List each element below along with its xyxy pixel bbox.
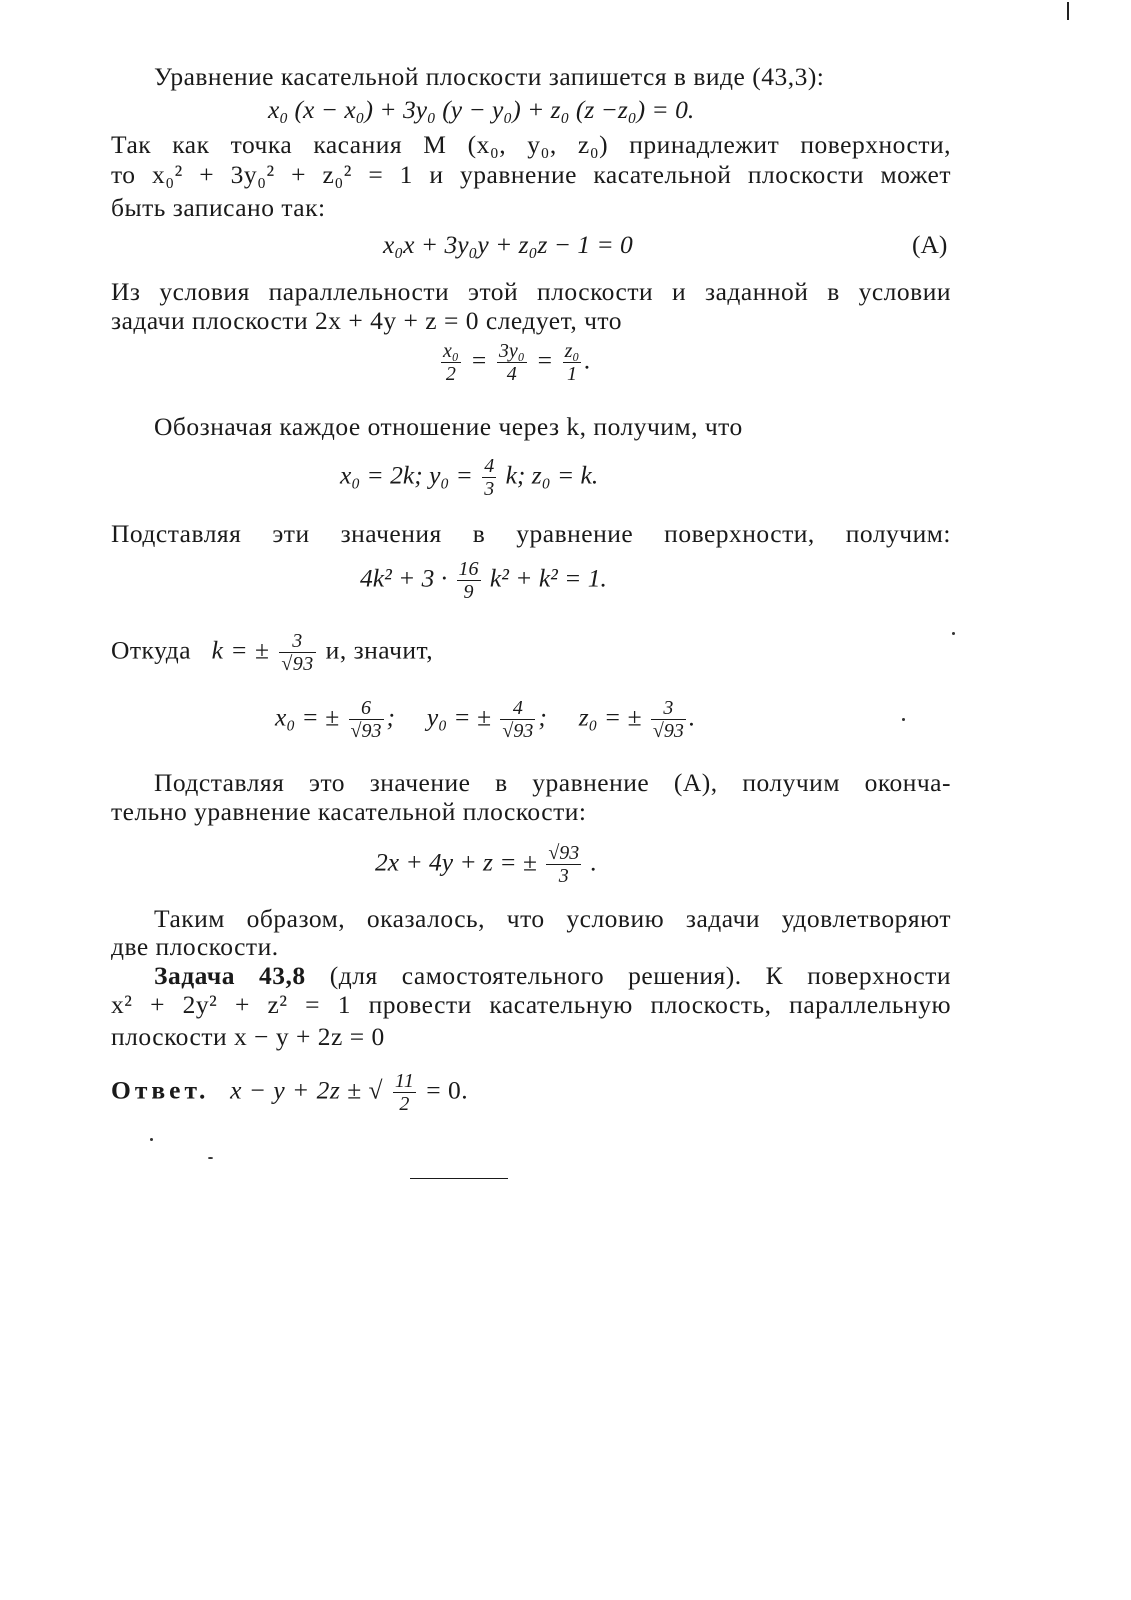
- section-end-rule: [410, 1178, 508, 1179]
- fraction: $\frac{\text{3y₀}}{4}$: [498, 340, 525, 385]
- formula-ratios: $\frac{\text{x₀}}{2}$ = $\frac{\text{3y₀}}{4}$ = $\frac{\text{z₀}}{1}$ .: [443, 340, 591, 385]
- text-line: x² + 2y² + z² = 1 провести касательную плоскость, параллельную: [111, 990, 951, 1019]
- text-line: Откуда k = ± $\frac{3}{√93}$ и, значит,: [111, 630, 434, 675]
- fraction: $\frac{4}{3}$: [484, 455, 495, 500]
- text-line: то x₀² + 3y₀² + z₀² = 1 и уравнение касательной плоскости может: [111, 160, 951, 189]
- text-line: быть записано так:: [111, 193, 326, 222]
- formula-substitution: 4k² + 3 · $\frac{16}{9}$ k² + k² = 1.: [360, 558, 607, 603]
- answer-label: Ответ.: [111, 1075, 210, 1105]
- text-line: две плоскости.: [111, 932, 279, 961]
- text-line: Уравнение касательной плоскости запишется в виде (43,3):: [154, 62, 825, 91]
- problem-heading: Задача 43,8: [154, 961, 306, 990]
- speck: [208, 1157, 213, 1159]
- fraction: $\frac{\text{z₀}}{1}$: [564, 340, 580, 385]
- formula-a: x₀x + 3y₀y + z₀z − 1 = 0: [383, 230, 633, 259]
- formula-k: x₀ = 2k; y₀ = $\frac{4}{3}$ k; z₀ = k.: [340, 455, 599, 500]
- fraction: $\frac{3}{√93}$: [281, 630, 314, 675]
- text-line: Задача 43,8 (для самостоятельного решения). К поверхности: [154, 961, 951, 990]
- text-line: Обозначая каждое отношение через k, получим, что: [154, 412, 743, 441]
- fraction: $\frac{4}{√93}$: [502, 697, 534, 742]
- answer-line: Ответ. x − y + 2z ± √ $\frac{11}{2}$ = 0.: [111, 1070, 469, 1115]
- fraction: $\frac{6}{√93}$: [350, 697, 382, 742]
- text-line: тельно уравнение касательной плоскости:: [111, 797, 587, 826]
- equation-tag: (A): [912, 230, 948, 259]
- fraction: $\frac{11}{2}$: [394, 1070, 415, 1115]
- fraction: $\frac{√93}{3}$: [548, 842, 580, 887]
- formula-tangent-plane: x₀ (x − x₀) + 3y₀ (y − y₀) + z₀ (z −z₀) = 0.: [268, 95, 695, 124]
- text-line: Так как точка касания M (x₀, y₀, z₀) принадлежит поверхности,: [111, 130, 951, 159]
- fraction: $\frac{16}{9}$: [458, 558, 479, 603]
- speck: [150, 1138, 153, 1141]
- text-line: Таким образом, оказалось, что условию задачи удовлетворяют: [154, 904, 951, 933]
- text-line: Подставляя эти значения в уравнение поверхности, получим:: [111, 519, 951, 548]
- formula-answer-plane: 2x + 4y + z = ± $\frac{√93}{3}$ .: [375, 842, 598, 887]
- speck: [902, 718, 905, 721]
- fraction: $\frac{\text{x₀}}{2}$: [443, 340, 459, 385]
- text-line: Подставляя это значение в уравнение (A), получим оконча-: [154, 768, 951, 797]
- text-line: Из условия параллельности этой плоскости и заданной в условии: [111, 277, 951, 306]
- formula-coordinates: x₀ = ± $\frac{6}{√93}$ ; y₀ = ± $\frac{4}{√93}$ ; z₀ = ± $\frac{3}{√93}$ .: [275, 697, 696, 742]
- page-edge-mark: [1067, 2, 1069, 20]
- speck: [952, 632, 955, 635]
- text-line: задачи плоскости 2x + 4y + z = 0 следует, что: [111, 306, 622, 335]
- text-line: плоскости x − y + 2z = 0: [111, 1022, 385, 1051]
- fraction: $\frac{3}{√93}$: [652, 697, 684, 742]
